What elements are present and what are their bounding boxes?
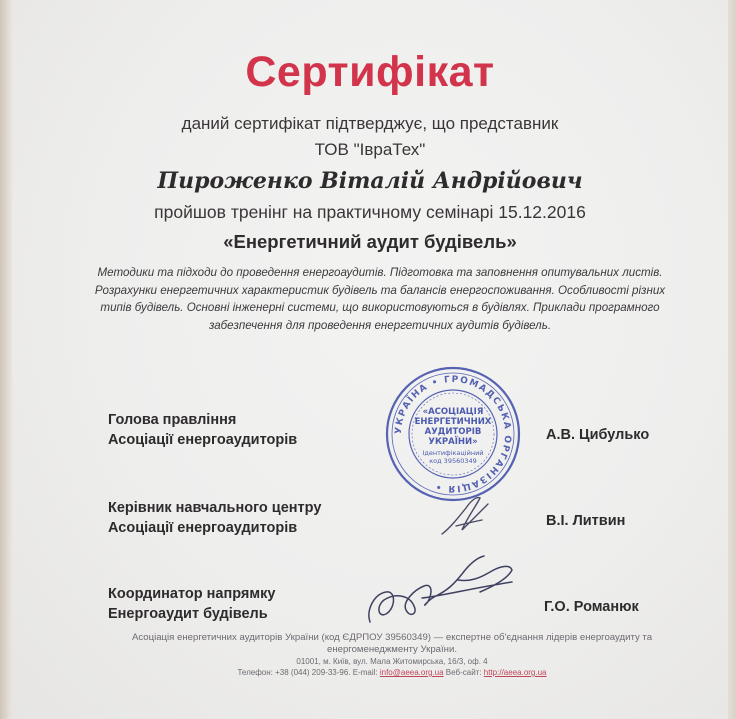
association-seal-icon	[383, 364, 523, 504]
description-line: типів будівель. Основні інженерні системи, що використовуються в будівлях. Приклади програмного	[100, 301, 660, 315]
certificate-title: Сертифікат	[245, 48, 495, 96]
signature-3-icon	[362, 552, 522, 632]
role-line: Асоціації енергоаудиторів	[108, 520, 298, 536]
footer-line: Асоціація енергетичних аудиторів України (код ЄДРПОУ 39560349) — експертне об'єднання лідерів енергоаудиту та	[131, 632, 653, 643]
course-description	[60, 264, 700, 334]
role-line: Голова правління	[108, 412, 237, 428]
signatory-name-1: А.В. Цибулько	[546, 427, 650, 443]
seal-ring-text: УКРАЇНА • ГРОМАДСЬКА ОРГАНІЗАЦІЯ •	[393, 374, 513, 494]
seal-line: УКРАЇНИ»	[428, 437, 478, 447]
signatory-role-3	[108, 584, 275, 624]
role-line: Енергоаудит будівель	[108, 606, 268, 622]
role-line: Координатор напрямку	[108, 586, 276, 602]
email-link[interactable]: info@aeea.org.ua	[379, 668, 444, 677]
description-line: забезпечення для проведення енергетичних аудитів будівель.	[208, 318, 552, 332]
role-line: Керівник навчального центру	[108, 500, 322, 516]
website-link[interactable]: http://aeea.org.ua	[483, 668, 547, 677]
certificate-footer	[72, 632, 712, 678]
signatory-name-2: В.І. Литвин	[546, 513, 626, 529]
seal-line: Ідентифікаційний	[422, 449, 484, 457]
seal-line: «АСОЦІАЦІЯ	[422, 407, 484, 417]
intro-line: даний сертифікат підтверджує, що представник	[181, 114, 559, 133]
role-line: Асоціації енергоаудиторів	[108, 432, 298, 448]
signatory-role-2	[108, 498, 321, 538]
training-line: пройшов тренінг на практичному семінарі 15.12.2016	[154, 202, 586, 222]
footer-address: 01001, м. Київ, вул. Мала Житомирська, 16/3, оф. 4	[296, 657, 488, 666]
seal-line: ЕНЕРГЕТИЧНИХ	[414, 417, 492, 427]
seal-line: код 39560349	[429, 457, 477, 465]
signature-2-icon	[436, 490, 496, 540]
person-name: Пироженко Віталій Андрійович	[157, 168, 583, 194]
footer-contacts	[72, 667, 712, 678]
description-line: Методики та підходи до проведення енергоаудитів. Підготовка та заповнення опитувальних листів.	[97, 266, 663, 279]
website-label: Веб-сайт:	[443, 668, 484, 677]
footer-line: енергоменеджменту України.	[326, 644, 457, 655]
company-name: ТОВ "ІвраТех"	[314, 140, 426, 159]
description-line: Розрахунки енергетичних характеристик будівель та балансів енергоспоживання. Особливості різних	[94, 283, 666, 297]
signatory-name-3: Г.О. Романюк	[544, 599, 639, 615]
course-title: «Енергетичний аудит будівель»	[223, 231, 517, 252]
signatory-role-1	[108, 410, 297, 450]
phone-text: Телефон: +38 (044) 209-33-96. E-mail:	[237, 668, 380, 677]
seal-line: АУДИТОРІВ	[424, 427, 482, 437]
